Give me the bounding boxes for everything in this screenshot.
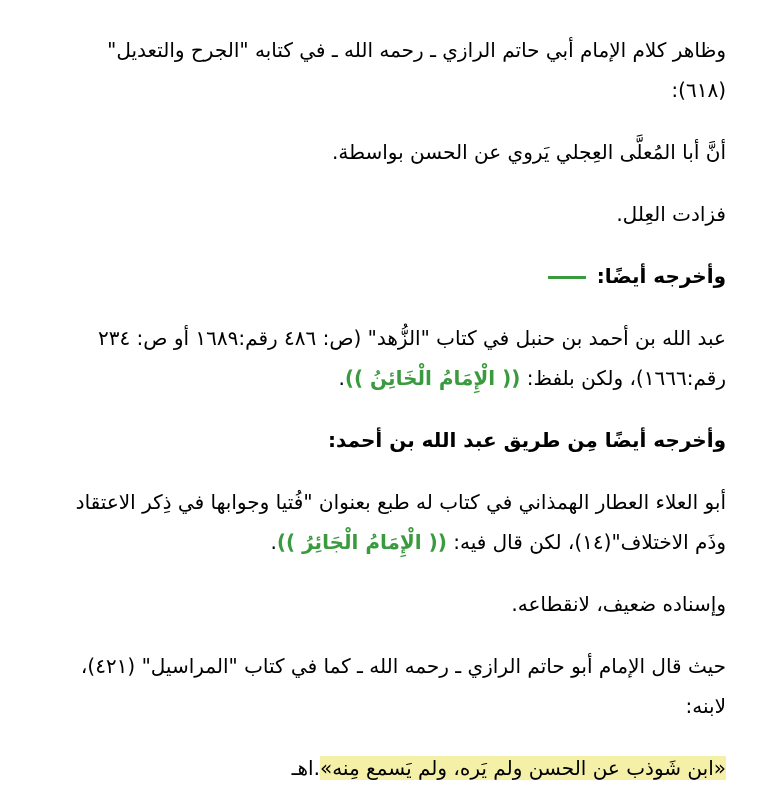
paragraph-illal <box>50 194 726 234</box>
green-quote: (( الْإِمَامُ الْجَائِرُ )) <box>276 530 447 554</box>
paragraph-text: أبو العلاء العطار الهمذاني في كتاب له طبع بعنوان "فُتيا وجوابها في ذِكر الاعتقاد وذَم الاختلاف"(١٤)، لكن قال فيه: <box>75 490 726 554</box>
heading-text: وأخرجه أيضًا مِن طريق عبد الله بن أحمد: <box>328 428 726 452</box>
paragraph-zuhd <box>50 318 726 398</box>
highlighted-quote: «ابن شَوذب عن الحسن ولم يَره، ولم يَسمع مِنه» <box>319 756 726 780</box>
paragraph-text: عبد الله بن أحمد بن حنبل في كتاب "الزُّهد" (ص: ٤٨٦ رقم:١٦٨٩ أو ص: ٢٣٤ رقم:١٦٦٦)، ولكن بلفظ: <box>97 326 726 390</box>
paragraph-text: وظاهر كلام الإمام أبي حاتم الرازي ـ رحمه الله ـ في كتابه "الجرح والتعديل" (٦١٨): <box>107 38 726 102</box>
paragraph-text: أنَّ أبا المُعلَّى العِجلي يَروي عن الحسن بواسطة. <box>331 140 726 164</box>
paragraph-end: . <box>270 530 277 554</box>
paragraph-text: حيث قال الإمام أبو حاتم الرازي ـ رحمه الله ـ كما في كتاب "المراسيل" (٤٢١)، لابنه: <box>80 654 726 718</box>
paragraph-hamadhani <box>50 482 726 562</box>
paragraph-weak-chain <box>50 584 726 624</box>
paragraph-text: فزادت العِلل. <box>616 202 726 226</box>
green-quote: (( الْإِمَامُ الْخَائِنُ )) <box>344 366 521 390</box>
green-dash-marker <box>548 276 586 279</box>
paragraph-text: وإسناده ضعيف، لانقطاعه. <box>511 592 726 616</box>
heading-also-narrated-abdullah <box>50 420 726 460</box>
heading-also-narrated <box>50 256 726 296</box>
paragraph-abu-al-mualla <box>50 132 726 172</box>
paragraph-end: .اهـ <box>291 756 320 780</box>
heading-text: وأخرجه أيضًا: <box>596 264 726 288</box>
paragraph-ibn-shawdhab <box>50 748 726 788</box>
paragraph-abu-hatim-jarh <box>50 30 726 110</box>
paragraph-end: . <box>338 366 345 390</box>
paragraph-marasil <box>50 646 726 726</box>
